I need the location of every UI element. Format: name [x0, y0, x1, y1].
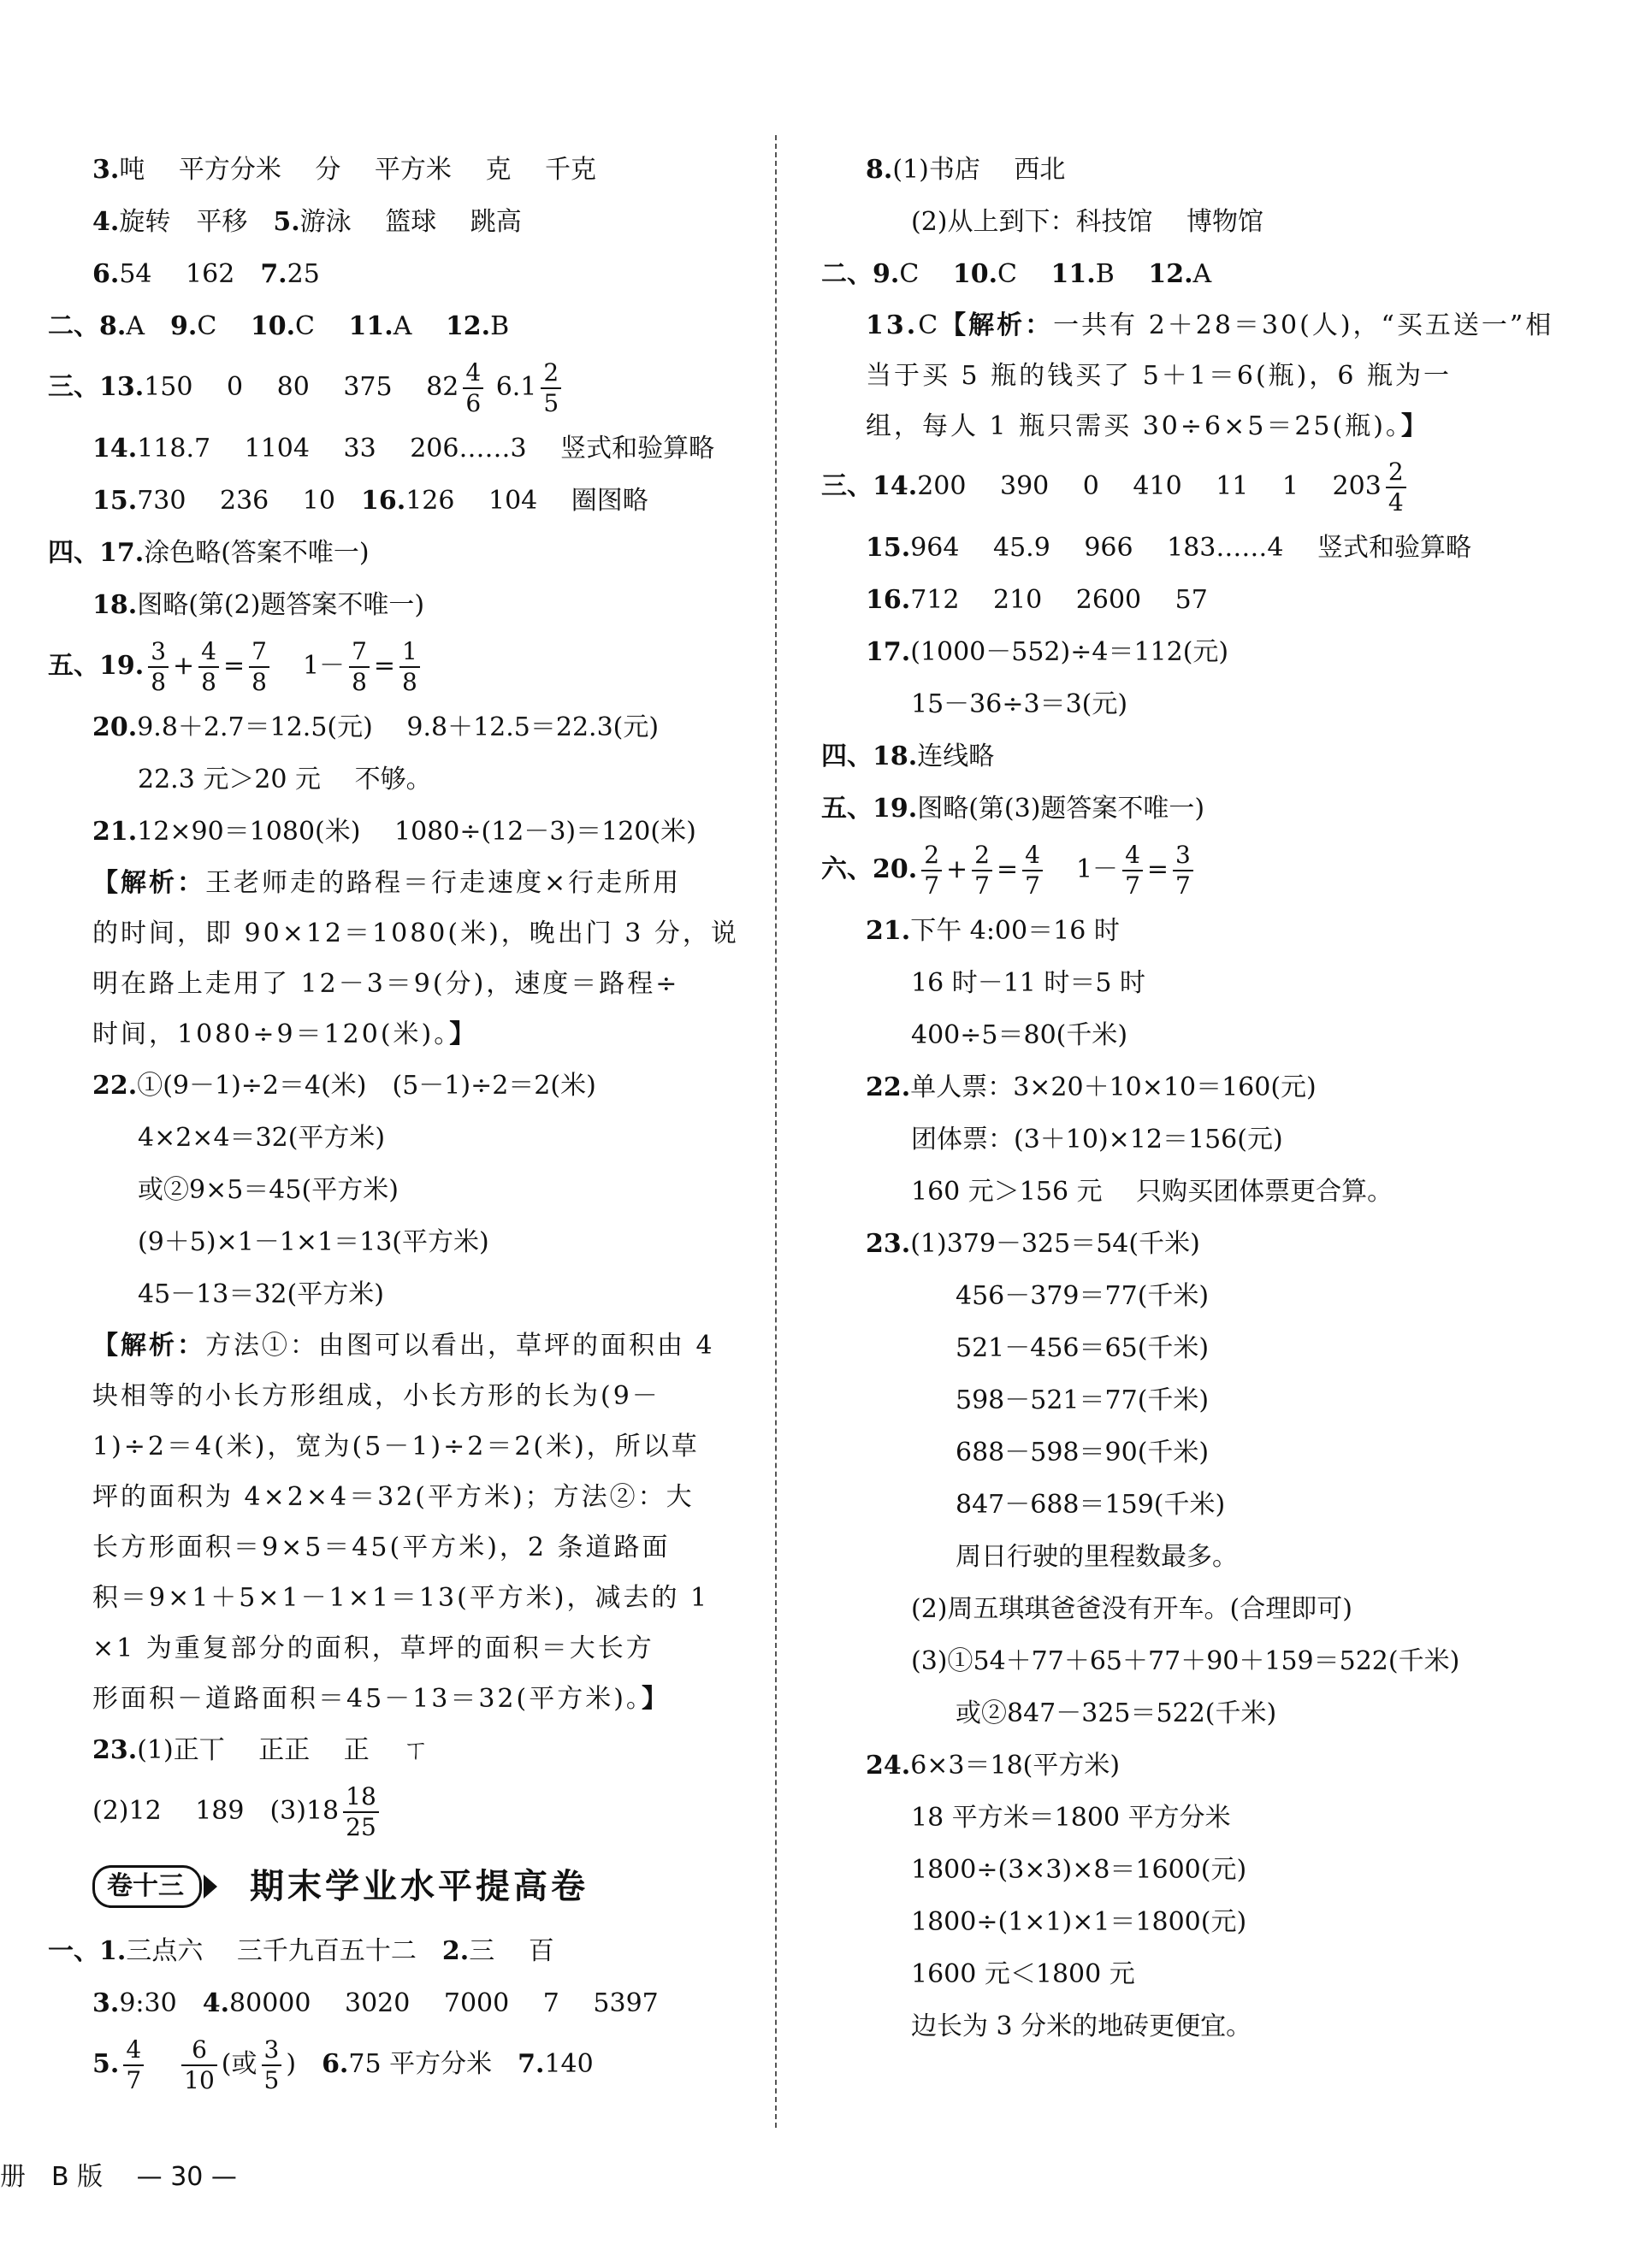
- explanation-line: 组，每人 1 瓶只需买 30÷6×5＝25(瓶)。】: [866, 411, 1429, 441]
- answer-line: 1800÷(3×3)×8＝1600(元): [911, 1855, 1247, 1885]
- explanation-line: 积＝9×1＋5×1－1×1＝13(平方米)，减去的 1: [92, 1583, 710, 1613]
- answer-line: 456－379＝77(千米): [956, 1281, 1210, 1311]
- answer-line: 五、19. $\frac{3}{8}$ + $\frac{4}{8}$ = $\frac{7}{8}$ 1－ $\frac{7}{8}$ = $\frac{1}{8}$: [48, 631, 762, 701]
- explanation-line: ×1 为重复部分的面积，草坪的面积＝大长方: [92, 1633, 654, 1663]
- explanation-line: 1)÷2＝4(米)，宽为(5－1)÷2＝2(米)，所以草: [92, 1432, 700, 1462]
- answer-line: 六、20. $\frac{2}{7}$ + $\frac{2}{7}$ = $\frac{4}{7}$ 1－ $\frac{4}{7}$ = $\frac{3}{7}$: [821, 835, 1574, 905]
- column-divider: [775, 135, 777, 2128]
- fraction: $\frac{3}{7}$: [1173, 841, 1193, 901]
- answer-line: 二、8.A 9.C 10.C 11.A 12.B: [48, 311, 510, 341]
- answer-line: 边长为 3 分米的地砖更便宜。: [911, 2011, 1252, 2041]
- section-title: 卷十三 期末学业水平提高卷: [48, 1846, 762, 1925]
- answer-line: 21.12×90＝1080(米) 1080÷(12－3)＝120(米): [92, 817, 696, 847]
- answer-line: (2)周五琪琪爸爸没有开车。(合理即可): [911, 1594, 1352, 1624]
- answer-line: 160 元＞156 元 只购买团体票更合算。: [911, 1177, 1394, 1207]
- answer-line: 23.(1)正丅 正正 正 ㄒ: [92, 1735, 429, 1765]
- fraction: $\frac{3}{8}$: [148, 637, 169, 697]
- answer-line: 23.(1)379－325＝54(千米): [866, 1229, 1200, 1259]
- right-column: [821, 144, 1574, 2052]
- fraction: $\frac{1}{8}$: [399, 637, 420, 697]
- fraction: $\frac{4}{8}$: [198, 637, 219, 697]
- answer-line: 或②847－325＝522(千米): [956, 1698, 1277, 1728]
- answer-line: 400÷5＝80(千米): [911, 1020, 1128, 1050]
- explanation-line: 形面积－道路面积＝45－13＝32(平方米)。】: [92, 1684, 670, 1714]
- answer-line: 14.118.7 1104 33 206……3 竖式和验算略: [92, 434, 715, 464]
- answer-line: 688－598＝90(千米): [956, 1438, 1210, 1468]
- answer-line: 45－13＝32(平方米): [138, 1279, 384, 1309]
- answer-line: (2)从上到下：科技馆 博物馆: [911, 207, 1264, 237]
- answer-line: 22.3 元＞20 元 不够。: [138, 765, 432, 794]
- answer-line: 三、14.200 390 0 410 11 1 203 $\frac{2}{4}$: [821, 452, 1574, 522]
- answer-line: 四、18.连线略: [821, 741, 995, 771]
- fraction: $\frac{7}{8}$: [249, 637, 269, 697]
- answer-line: 521－456＝65(千米): [956, 1333, 1210, 1363]
- answer-line: 1600 元＜1800 元: [911, 1959, 1135, 1989]
- answer-line: 三、13.150 0 80 375 82 $\frac{4}{6}$ 6.1 $\frac{2}{5}$: [48, 352, 762, 422]
- answer-line: 或②9×5＝45(平方米): [138, 1175, 399, 1205]
- explanation-line: 长方形面积＝9×5＝45(平方米)，2 条道路面: [92, 1533, 671, 1562]
- fraction: $\frac{2}{5}$: [541, 358, 561, 418]
- answer-line: 6.54 162 7.25: [92, 259, 320, 289]
- fraction: $\frac{3}{5}$: [262, 2035, 282, 2095]
- explanation-line: 明在路上走用了 12－3＝9(分)，速度＝路程÷: [92, 969, 680, 999]
- fraction: $\frac{6}{10}$: [181, 2035, 217, 2095]
- answer-line: 二、9.C 10.C 11.B 12.A: [821, 259, 1212, 289]
- explanation-line: 块相等的小长方形组成，小长方形的长为(9－: [92, 1381, 660, 1411]
- fraction: $\frac{2}{4}$: [1386, 458, 1406, 517]
- answer-line: 20.9.8＋2.7＝12.5(元) 9.8＋12.5＝22.3(元): [92, 712, 660, 742]
- answer-line: 四、17.涂色略(答案不唯一): [48, 538, 370, 568]
- explanation-line: 【解析：王老师走的路程＝行走速度×行走所用: [92, 868, 682, 898]
- fraction: $\frac{4}{7}$: [1122, 841, 1143, 901]
- answer-line: 21.下午 4:00＝16 时: [866, 916, 1120, 946]
- answer-line: 22.单人票：3×20＋10×10＝160(元): [866, 1072, 1317, 1102]
- section-badge: 卷十三: [92, 1865, 202, 1908]
- answer-line: (3)①54＋77＋65＋77＋90＋159＝522(千米): [911, 1646, 1460, 1676]
- answer-line: 18 平方米＝1800 平方分米: [911, 1803, 1231, 1833]
- answer-line: 3.9:30 4.80000 3020 7000 7 5397: [92, 1988, 659, 2018]
- fraction: $\frac{4}{7}$: [123, 2035, 144, 2095]
- fraction: $\frac{4}{7}$: [1022, 841, 1043, 901]
- answer-line: 598－521＝77(千米): [956, 1385, 1210, 1415]
- explanation-line: 坪的面积为 4×2×4＝32(平方米)；方法②：大: [92, 1482, 695, 1512]
- answer-line: 22.①(9－1)÷2＝4(米) (5－1)÷2＝2(米): [92, 1071, 596, 1101]
- fraction: $\frac{7}{8}$: [349, 637, 370, 697]
- fraction: $\frac{2}{7}$: [921, 841, 942, 901]
- explanation-line: 13.C【解析：一共有 2＋28＝30(人)，“买五送一”相: [866, 310, 1554, 340]
- answer-line: 16 时－11 时＝5 时: [911, 968, 1146, 998]
- answer-line: 一、1.三点六 三千九百五十二 2.三 百: [48, 1936, 554, 1966]
- fraction: $\frac{4}{6}$: [463, 358, 483, 418]
- answer-line: 5. $\frac{4}{7}$ $\frac{6}{10}$ (或 $\frac{3}{5}$ ) 6.75 平方分米 7.140: [92, 2035, 594, 2094]
- explanation-line: 时间，1080÷9＝120(米)。】: [92, 1019, 478, 1049]
- answer-line: 五、19.图略(第(3)题答案不唯一): [821, 794, 1205, 824]
- page-footer: 册 B 版 — 30 —: [0, 2162, 237, 2192]
- answer-line: 18.图略(第(2)题答案不唯一): [92, 590, 425, 620]
- answer-line: 8.(1)书店 西北: [866, 155, 1066, 185]
- answer-line: 周日行驶的里程数最多。: [956, 1542, 1238, 1572]
- answer-line: 15－36÷3＝3(元): [911, 689, 1128, 719]
- answer-line: 24.6×3＝18(平方米): [866, 1751, 1121, 1781]
- fraction: $\frac{18}{25}$: [343, 1782, 379, 1842]
- answer-line: 1800÷(1×1)×1＝1800(元): [911, 1907, 1247, 1937]
- answer-line: 15.730 236 10 16.126 104 圈图略: [92, 486, 648, 516]
- answer-line: 15.964 45.9 966 183……4 竖式和验算略: [866, 533, 1472, 563]
- answer-line: 团体票：(3＋10)×12＝156(元): [911, 1125, 1283, 1155]
- answer-line: 17.(1000－552)÷4＝112(元): [866, 637, 1229, 667]
- explanation-line: 当于买 5 瓶的钱买了 5＋1＝6(瓶)，6 瓶为一: [866, 361, 1452, 391]
- answer-line: 16.712 210 2600 57: [866, 585, 1208, 615]
- explanation-line: 【解析：方法①：由图可以看出，草坪的面积由 4: [92, 1331, 715, 1361]
- fraction: $\frac{2}{7}$: [972, 841, 992, 901]
- answer-line: 847－688＝159(千米): [956, 1490, 1226, 1520]
- answer-line: 3.吨 平方分米 分 平方米 克 千克: [92, 155, 597, 185]
- answer-line: (9＋5)×1－1×1＝13(平方米): [138, 1227, 489, 1257]
- arrow-right-icon: [204, 1875, 217, 1899]
- answer-line: (2)12 189 (3)18 $\frac{18}{25}$: [48, 1776, 762, 1846]
- left-column: [48, 144, 762, 2100]
- answer-line: 4.旋转 平移 5.游泳 篮球 跳高: [92, 207, 522, 237]
- answer-line: 4×2×4＝32(平方米): [138, 1123, 386, 1153]
- explanation-line: 的时间，即 90×12＝1080(米)，晚出门 3 分，说: [92, 918, 739, 948]
